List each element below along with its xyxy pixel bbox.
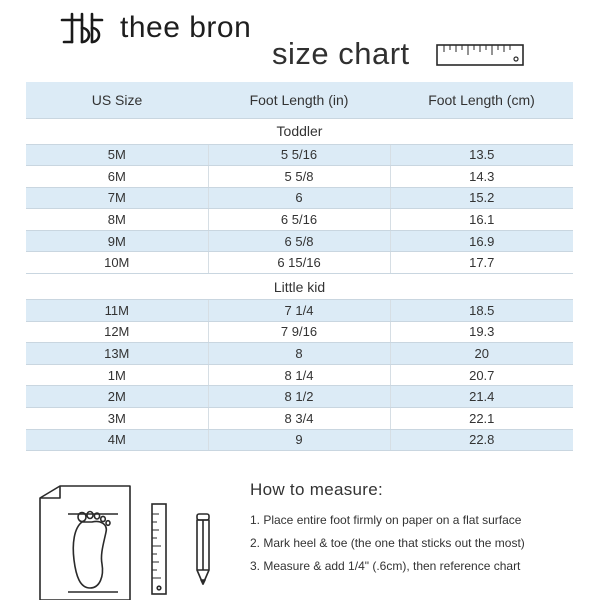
column-header: US Size bbox=[26, 82, 208, 118]
group-header-row bbox=[26, 274, 573, 300]
brand-name: thee bron bbox=[120, 11, 252, 44]
table-cell: 15.2 bbox=[390, 187, 573, 209]
measure-steps-list bbox=[250, 512, 525, 581]
column-header: Foot Length (in) bbox=[208, 82, 390, 118]
list-item: 1. Place entire foot firmly on paper on a flat surface bbox=[250, 513, 522, 527]
table-cell: 6M bbox=[26, 166, 208, 188]
table-cell: 22.8 bbox=[390, 429, 573, 451]
table-cell: 13.5 bbox=[390, 144, 573, 166]
table-cell: 18.5 bbox=[390, 300, 573, 322]
group-header-row bbox=[26, 118, 573, 144]
table-cell: 11M bbox=[26, 300, 208, 322]
table-cell: 13M bbox=[26, 343, 208, 365]
table-cell: 19.3 bbox=[390, 321, 573, 343]
table-cell: 8 1/2 bbox=[208, 386, 390, 408]
table-cell: 8M bbox=[26, 209, 208, 231]
table-cell: 5M bbox=[26, 144, 208, 166]
foot-on-paper-icon bbox=[40, 486, 130, 600]
list-item: 3. Measure & add 1/4" (.6cm), then reference chart bbox=[250, 559, 521, 573]
table-cell: 16.1 bbox=[390, 209, 573, 231]
table-cell: 9M bbox=[26, 230, 208, 252]
table-row bbox=[26, 343, 573, 365]
measuring-illustration bbox=[38, 484, 228, 600]
list-item: 2. Mark heel & toe (the one that sticks out the most) bbox=[250, 536, 525, 550]
table-cell: 16.9 bbox=[390, 230, 573, 252]
group-label: Little kid bbox=[26, 274, 573, 300]
table-cell: 3M bbox=[26, 408, 208, 430]
table-cell: 5 5/8 bbox=[208, 166, 390, 188]
table-row bbox=[26, 321, 573, 343]
table-cell: 8 3/4 bbox=[208, 408, 390, 430]
table-row bbox=[26, 209, 573, 231]
table-row bbox=[26, 230, 573, 252]
table-header-row bbox=[26, 82, 573, 118]
table-cell: 17.7 bbox=[390, 252, 573, 274]
table-row bbox=[26, 144, 573, 166]
table-cell: 9 bbox=[208, 429, 390, 451]
size-chart-table bbox=[26, 82, 573, 451]
table-cell: 6 5/16 bbox=[208, 209, 390, 231]
table-cell: 7 9/16 bbox=[208, 321, 390, 343]
table-cell: 5 5/16 bbox=[208, 144, 390, 166]
table-cell: 2M bbox=[26, 386, 208, 408]
table-cell: 21.4 bbox=[390, 386, 573, 408]
table-cell: 22.1 bbox=[390, 408, 573, 430]
column-header: Foot Length (cm) bbox=[390, 82, 573, 118]
table-row bbox=[26, 300, 573, 322]
ruler-icon bbox=[436, 44, 524, 66]
table-row bbox=[26, 408, 573, 430]
page-title: size chart bbox=[272, 36, 410, 71]
tb-monogram-icon bbox=[58, 10, 108, 46]
table-cell: 20 bbox=[390, 343, 573, 365]
table-cell: 8 bbox=[208, 343, 390, 365]
table-cell: 6 bbox=[208, 187, 390, 209]
how-to-measure-title: How to measure: bbox=[250, 480, 383, 499]
table-cell: 12M bbox=[26, 321, 208, 343]
ruler-icon bbox=[152, 504, 166, 594]
group-label: Toddler bbox=[26, 118, 573, 144]
table-row bbox=[26, 429, 573, 451]
table-row bbox=[26, 386, 573, 408]
table-row bbox=[26, 187, 573, 209]
table-cell: 4M bbox=[26, 429, 208, 451]
table-row bbox=[26, 364, 573, 386]
table-cell: 7 1/4 bbox=[208, 300, 390, 322]
table-row bbox=[26, 252, 573, 274]
table-row bbox=[26, 166, 573, 188]
brand bbox=[58, 8, 251, 48]
table-cell: 8 1/4 bbox=[208, 364, 390, 386]
table-cell: 6 15/16 bbox=[208, 252, 390, 274]
table-cell: 1M bbox=[26, 364, 208, 386]
table-cell: 14.3 bbox=[390, 166, 573, 188]
table-cell: 6 5/8 bbox=[208, 230, 390, 252]
table-cell: 20.7 bbox=[390, 364, 573, 386]
pencil-icon bbox=[197, 514, 209, 584]
table-cell: 10M bbox=[26, 252, 208, 274]
table-cell: 7M bbox=[26, 187, 208, 209]
